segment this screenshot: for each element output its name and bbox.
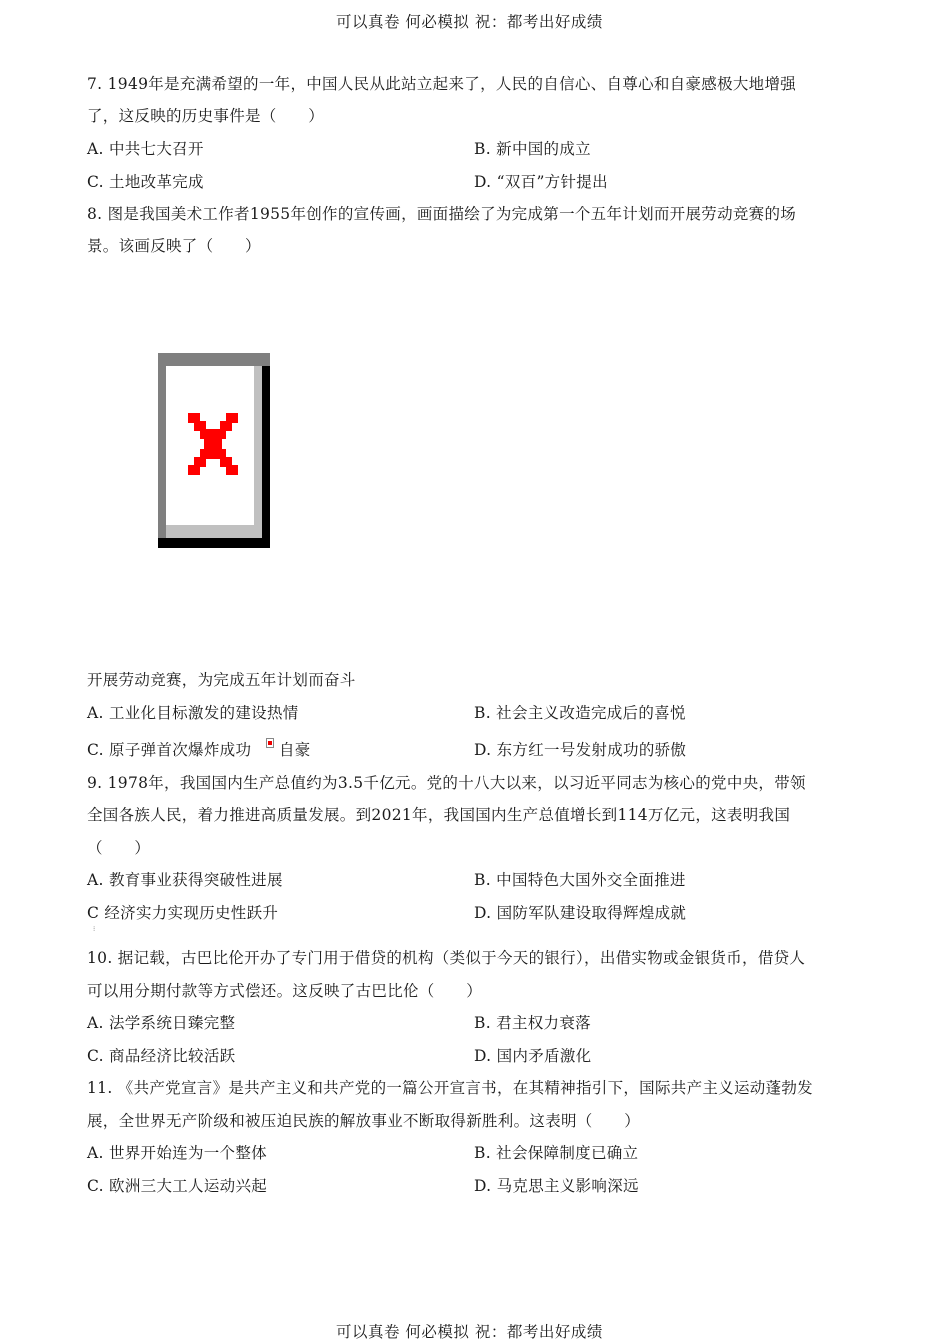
small-broken-image-icon [266,738,274,748]
option-a: A. 世界开始连为一个整体 [87,1144,267,1162]
option-c: C 经济实力实现历史性跃升 [87,904,279,922]
question-stem-line: 8. 图是我国美术工作者1955年创作的宣传画，画面描绘了为完成第一个五年计划而开展劳动竞赛的场 [87,205,797,223]
scan-artifact-mark: ⁝ [93,925,96,933]
option-d: D. 国防军队建设取得辉煌成就 [474,904,687,922]
option-b: B. 中国特色大国外交全面推进 [474,871,686,889]
question-stem-line: 全国各族人民，着力推进高质量发展。到2021年，我国国内生产总值增长到114万亿元，这表明我国 [87,806,791,824]
question-stem-line: 展，全世界无产阶级和被压迫民族的解放事业不断取得新胜利。这表明（ ） [87,1112,641,1130]
question-stem-line: 11. 《共产党宣言》是共产主义和共产党的一篇公开宣言书，在其精神指引下，国际共产主义运动蓬勃发 [87,1079,813,1097]
option-c: C. 欧洲三大工人运动兴起 [87,1177,268,1195]
option-c: C. 商品经济比较活跃 [87,1047,236,1065]
option-a: A. 中共七大召开 [87,140,204,158]
option-d: D. “双百”方针提出 [474,173,608,191]
question-stem-line: 10. 据记载，古巴比伦开办了专门用于借贷的机构（类似于今天的银行），出借实物或金银货币，借贷人 [87,949,806,967]
red-x-icon [188,413,238,475]
option-b: B. 社会保障制度已确立 [474,1144,639,1162]
question-stem-line: 7. 1949年是充满希望的一年，中国人民从此站立起来了，人民的自信心、自尊心和自豪感极大地增强 [87,75,797,93]
option-d: D. 国内矛盾激化 [474,1047,592,1065]
question-stem-line: （ ） [87,839,151,857]
option-a: A. 教育事业获得突破性进展 [87,871,283,889]
question-stem-line: 了，这反映的历史事件是（ ） [87,107,325,125]
image-caption: 开展劳动竞赛，为完成五年计划而奋斗 [87,671,356,689]
option-c: C. 土地改革完成 [87,173,204,191]
option-a: A. 工业化目标激发的建设热情 [87,704,299,722]
option-c: C. 原子弹首次爆炸成功 [87,741,252,759]
question-stem-line: 9. 1978年，我国国内生产总值约为3.5千亿元。党的十八大以来，以习近平同志为核心的党中央，带领 [87,774,806,792]
page-header: 可以真卷 何必模拟 祝：都考出好成绩 [336,13,603,31]
option-a: A. 法学系统日臻完整 [87,1014,236,1032]
question-stem-line: 景。该画反映了（ ） [87,237,261,255]
option-d: D. 马克思主义影响深远 [474,1177,639,1195]
question-stem-line: 可以用分期付款等方式偿还。这反映了古巴比伦（ ） [87,982,483,1000]
option-b: B. 社会主义改造完成后的喜悦 [474,704,686,722]
option-c-suffix: 自豪 [279,741,311,759]
broken-image-icon [158,353,270,548]
page-footer: 可以真卷 何必模拟 祝：都考出好成绩 [336,1323,603,1341]
option-b: B. 新中国的成立 [474,140,591,158]
option-d: D. 东方红一号发射成功的骄傲 [474,741,687,759]
option-b: B. 君主权力衰落 [474,1014,591,1032]
